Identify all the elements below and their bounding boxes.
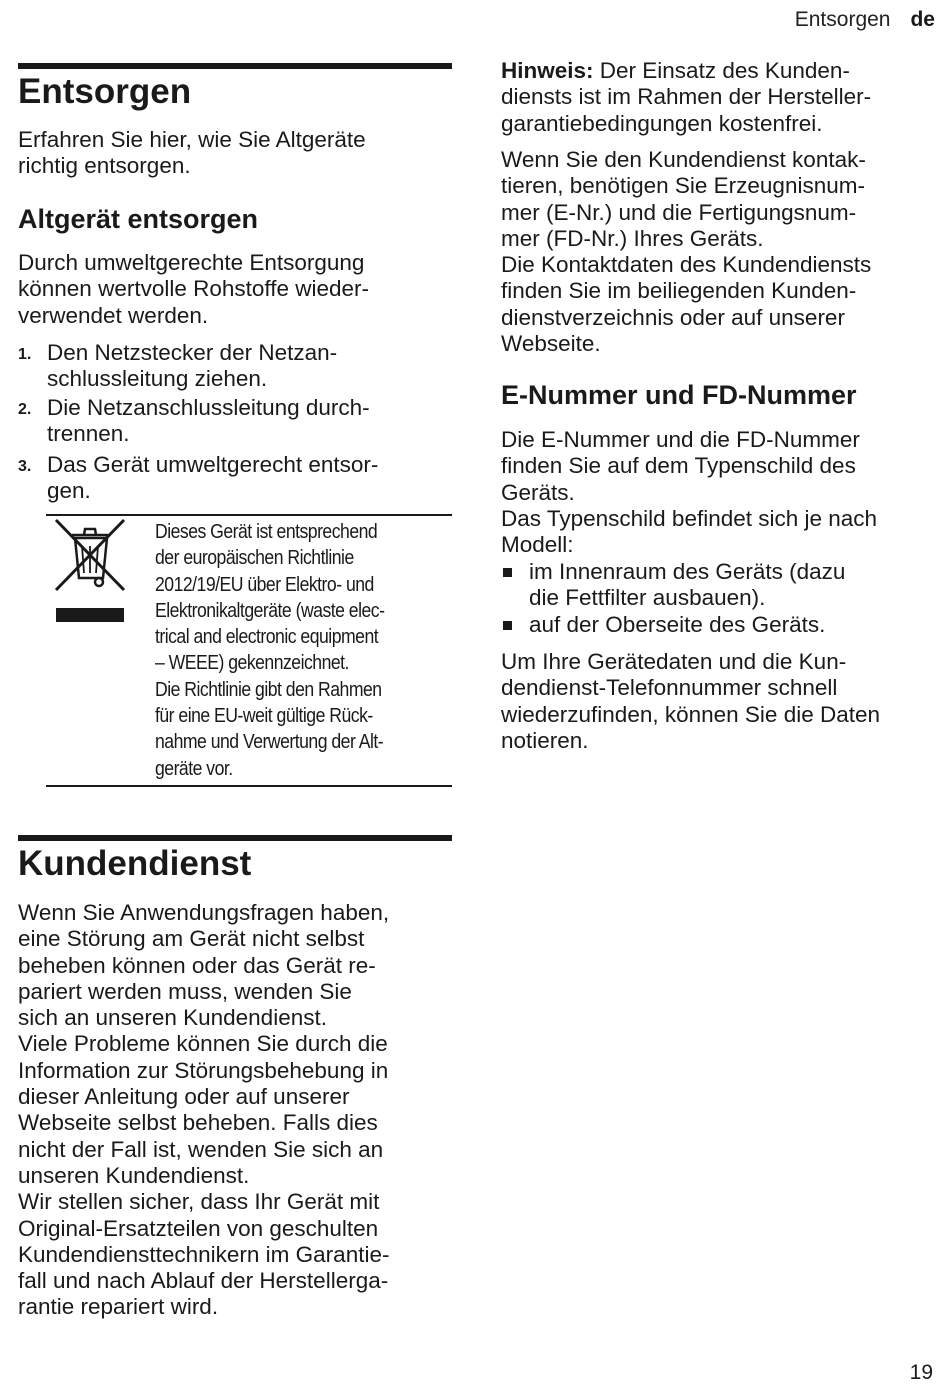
step-number: 1. — [18, 346, 32, 363]
text-line: rantie repariert wird. — [18, 1294, 219, 1320]
text-line: trical and electronic equipment — [155, 625, 379, 649]
heading-e-nummer-fd-nummer: E-Nummer und FD-Nummer — [501, 380, 857, 410]
altgeraet-text — [18, 250, 369, 329]
text-line: Webseite. — [501, 331, 601, 357]
hinweis-label: Hinweis: — [501, 58, 594, 83]
text-line: dieser Anleitung oder auf unserer — [18, 1084, 350, 1110]
text-line: – WEEE) gekennzeichnet. — [155, 651, 349, 675]
text-line: im Innenraum des Geräts (dazu — [529, 559, 846, 584]
text-line: Wenn Sie Anwendungsfragen haben, — [18, 900, 390, 925]
text-line: pariert werden muss, wenden Sie — [18, 978, 352, 1004]
text-line: Geräts. — [501, 479, 575, 505]
text-line: verwendet werden. — [18, 302, 209, 328]
text-line: nicht der Fall ist, wenden Sie sich an — [18, 1136, 384, 1162]
section-rule-entsorgen — [18, 63, 452, 69]
kundendienst-text — [18, 900, 389, 1321]
text-line: Wir stellen sicher, dass Ihr Gerät mit — [18, 1189, 380, 1215]
text-line: fall und nach Ablauf der Herstellerga- — [18, 1268, 389, 1294]
text-line: unseren Kundendienst. — [18, 1162, 250, 1188]
text-line: 2012/19/EU über Elektro- und — [155, 572, 374, 596]
heading-altgeraet-entsorgen: Altgerät entsorgen — [18, 204, 259, 234]
heading-entsorgen: Entsorgen — [18, 72, 192, 111]
text-line: Modell: — [501, 532, 574, 558]
weee-notice-text — [155, 519, 384, 782]
text-line: gen. — [47, 478, 91, 504]
text-line: dendienst-Telefonnummer schnell — [501, 675, 838, 701]
text-line: garantiebedingungen kostenfrei. — [501, 110, 823, 136]
entsorgen-intro — [18, 127, 366, 180]
section-rule-kundendienst — [18, 835, 452, 841]
enummer-outro — [501, 649, 880, 754]
text-line: können wertvolle Rohstoffe wieder- — [18, 276, 370, 302]
kontakt-text — [501, 147, 871, 357]
text-line: Die Kontaktdaten des Kundendiensts — [501, 252, 872, 278]
text-line: wiederzufinden, können Sie die Daten — [501, 701, 881, 727]
bullet-square-icon — [503, 621, 512, 630]
text-line: diensts ist im Rahmen der Hersteller- — [501, 84, 872, 110]
text-line: Den Netzstecker der Netzan- — [47, 340, 338, 365]
text-line: notieren. — [501, 727, 589, 753]
text-line: auf der Oberseite des Geräts. — [529, 612, 826, 637]
text-line: der europäischen Richtlinie — [155, 546, 354, 570]
header-section-title: Entsorgen — [794, 8, 891, 31]
text-line: Die Netzanschlussleitung durch- — [47, 395, 370, 420]
step-number: 3. — [18, 458, 32, 475]
text-line: geräte vor. — [155, 756, 233, 780]
text-line: Webseite selbst beheben. Falls dies — [18, 1110, 378, 1136]
text-line: Der Einsatz des Kunden- — [593, 58, 850, 83]
text-line: tieren, benötigen Sie Erzeugnisnum- — [501, 173, 865, 199]
text-line: eine Störung am Gerät nicht selbst — [18, 926, 365, 952]
text-line: Durch umweltgerechte Entsorgung — [18, 250, 365, 275]
text-line: Original-Ersatzteilen von geschulten — [18, 1215, 379, 1241]
bullet-square-icon — [503, 568, 512, 577]
text-line: finden Sie im beiliegenden Kunden- — [501, 278, 857, 304]
text-line: Viele Probleme können Sie durch die — [18, 1031, 388, 1057]
running-header — [795, 8, 935, 32]
weee-bottom-rule — [46, 785, 452, 787]
text-line: für eine EU-weit gültige Rück- — [155, 704, 373, 728]
text-line: mer (E-Nr.) und die Fertigungsnum- — [501, 199, 857, 225]
text-line: schlussleitung ziehen. — [47, 366, 268, 392]
text-line: Die E-Nummer und die FD-Nummer — [501, 427, 860, 452]
text-line: Dieses Gerät ist entsprechend — [155, 520, 378, 543]
text-line: Wenn Sie den Kundendienst kontak- — [501, 147, 866, 172]
text-line: Elektronikaltgeräte (waste elec- — [155, 598, 385, 622]
text-line: nahme und Verwertung der Alt- — [155, 730, 384, 754]
text-line: Um Ihre Gerätedaten und die Kun- — [501, 649, 847, 674]
hinweis-note — [501, 58, 871, 137]
text-line: sich an unseren Kundendienst. — [18, 1005, 327, 1031]
text-line: Das Typenschild befindet sich je nach — [501, 505, 878, 531]
step-number: 2. — [18, 401, 32, 418]
text-line: finden Sie auf dem Typenschild des — [501, 453, 856, 479]
text-line: dienstverzeichnis oder auf unserer — [501, 304, 845, 330]
text-line: Das Gerät umweltgerecht entsor- — [47, 452, 379, 477]
text-line: beheben können oder das Gerät re- — [18, 952, 376, 978]
weee-top-rule — [46, 514, 452, 516]
text-line: richtig entsorgen. — [18, 153, 191, 179]
header-language-code: de — [910, 8, 935, 31]
text-line: Information zur Störungsbehebung in — [18, 1057, 389, 1083]
text-line: Die Richtlinie gibt den Rahmen — [155, 677, 382, 701]
text-line: Erfahren Sie hier, wie Sie Altgeräte — [18, 127, 366, 152]
page-number: 19 — [909, 1361, 933, 1384]
text-line: mer (FD-Nr.) Ihres Geräts. — [501, 225, 764, 251]
text-line: trennen. — [47, 421, 130, 447]
text-line: Kundendiensttechnikern im Garantie- — [18, 1241, 390, 1267]
text-line: die Fettfilter ausbauen). — [529, 585, 766, 611]
enummer-text — [501, 427, 877, 558]
heading-kundendienst: Kundendienst — [18, 844, 252, 883]
crossed-out-wheelie-bin-icon — [52, 518, 128, 628]
